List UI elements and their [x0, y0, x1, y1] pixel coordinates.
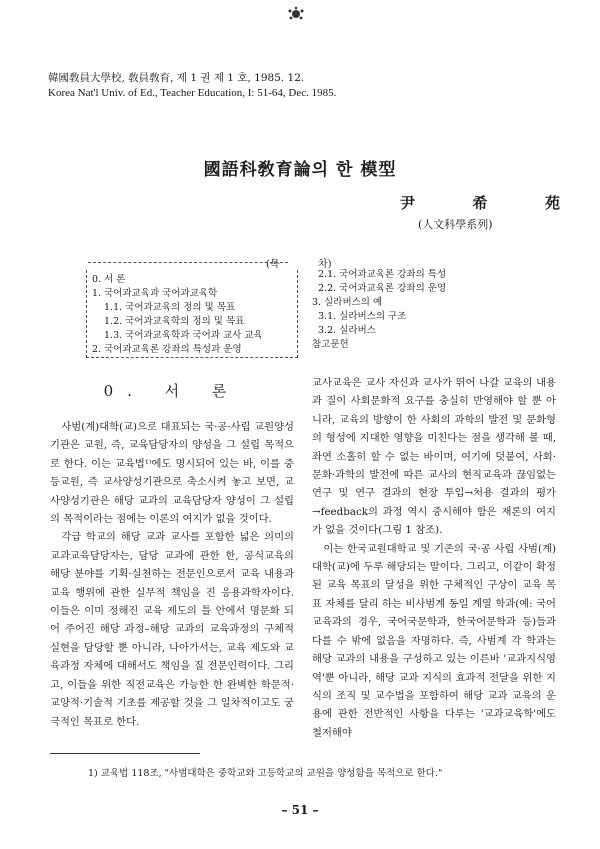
footnote: 1) 교육법 118조, "사범대학은 중학교와 고등학교의 교원을 양성함을 목적으로 한다." [88, 768, 443, 779]
toc-item: 2.2. 국어과교육론 강좌의 운영 [318, 283, 447, 294]
article-title: 國語科敎育論의 한 模型 [203, 160, 397, 180]
body-paragraph: 사범(계)대학(교)으로 대표되는 국·공·사립 교원양성기관은 교원, 즉, 교육담당자의 양성을 그 설립 목적으로 한다. 이는 교육법¹⁾에도 명시되어 있는 바, 이를 중등교원, 즉 교사양성기관으로 축소시켜 놓고 보면, 교사양성기관은 해당 교과의 교육담당자 양성이 그 설립의 목적이라는 점에는 이론의 여지가 없을 것이다. [50, 421, 294, 526]
toc-item: 1.1. 국어과교육의 정의 및 목표 [104, 302, 236, 313]
journal-header-english: Korea Nat'l Univ. of Ed., Teacher Education, I: 51-64, Dec. 1985. [48, 87, 337, 99]
toc-item: 3.2. 실라버스 [318, 325, 376, 336]
toc-item: 3.1. 실라버스의 구조 [318, 311, 407, 322]
author-char: 尹 [400, 194, 416, 212]
toc-label-right: 차) [318, 259, 332, 270]
body-paragraph: 각급 학교의 해당 교과 교사를 포함한 넓은 의미의 교과교육담당자는, 담당 교과에 관한 한, 공식교육의 해당 분야를 기획·실천하는 전문인으로서 교육 내용과 교육 행위에 관한 실무적 책임을 진 응용과학자이다. 이들은 이미 정해진 교육 제도의 틀 안에서 명문화 되어 주어진 해당 과정–해당 교과의 교육과정의 구체적 실현을 담당할 뿐 아니라, 나아가서는, 교육 제도와 교육과정 자체에 대해서도 책임을 질 전문인력이다. 그리고, 이들을 위한 직전교육은 가능한 한 완벽한 학문적·교양적·기술적 기초를 제공할 것을 그 일차적이고도 궁극적인 목표로 한다. [50, 531, 294, 728]
toc-divider [88, 262, 288, 263]
toc-item: 2.1. 국어과교육론 강좌의 특성 [318, 269, 447, 280]
author-name [400, 192, 560, 213]
toc-item: 1. 국어과교육과 국어과교육학 [92, 288, 218, 299]
university-emblem-icon [284, 6, 308, 22]
toc-left-list [92, 273, 263, 357]
author-char: 苑 [544, 194, 560, 212]
toc-item: 0. 서 론 [92, 274, 126, 285]
toc-item: 1.2. 국어과교육학의 정의 및 목표 [104, 316, 245, 327]
toc-item: 1.3. 국어과교육학과 국어과 교사 교육 [104, 330, 263, 341]
footnote-rule [50, 753, 200, 754]
body-column-left [50, 418, 294, 731]
toc-item: 참고문헌 [312, 339, 349, 350]
journal-header-korean: 韓國敎員大學校, 敎員敎育, 제 1 권 제 1 호, 1985. 12. [48, 72, 305, 84]
toc-label-left: (목 [266, 259, 280, 270]
body-paragraph: 이는 한국교원대학교 및 기존의 국·공 사립 사범(계)대학(교)에 두루 해당되는 말이다. 그리고, 이같이 확정된 교육 목표의 달성을 위한 구체적인 구상이 교육 목표 자체를 달리 하는 비사범계 동일 계열 학과(예: 국어교육과의 경우, 국어국문학과, 한국어문학과 등)들과 다를 수 밖에 없음을 자명하다. 즉, 사범계 각 학과는 해당 교과의 내용을 구성하고 있는 이른바 '교과지식영역'뿐 아니라, 해당 교과 지식의 효과적 전달을 위한 지식의 조직 및 교수법을 포함하여 해당 교과 교육의 운용에 관한 전반적인 사항을 다루는 '교과교육학'에도 철저해야 [312, 542, 556, 739]
body-column-right [312, 374, 556, 742]
author-affiliation: (人文科學系列) [418, 218, 493, 231]
toc-item: 3. 실라버스의 예 [312, 297, 383, 308]
section-heading: 0. 서 론 [103, 382, 241, 400]
body-paragraph: 교사교육은 교사 자신과 교사가 뛰어 나갈 교육의 내용과 질이 사회문화적 요구를 충실히 반영해야 할 뿐 아니라, 교육의 방향이 한 사회의 과학의 발전 및 문화형의 형성에 지대한 영향을 미친다는 점을 생각해 볼 때, 좌연 소홀히 할 수 없는 바이며, 여기에 덧붙여, 사회·문화·과학의 발전에 따른 교사의 현직교육과 끊임없는 연구 및 연구 결과의 현장 투입→처용 결과의 평가→feedback의 과정 역시 중시해야 함은 재론의 여지가 없을 것이다(그림 1 참조). [312, 377, 556, 537]
toc-right-list [312, 268, 446, 352]
page-number: – 51 – [281, 803, 319, 817]
author-char: 希 [472, 194, 488, 212]
toc-item: 2. 국어과교육론 강좌의 특성과 운영 [92, 344, 242, 355]
